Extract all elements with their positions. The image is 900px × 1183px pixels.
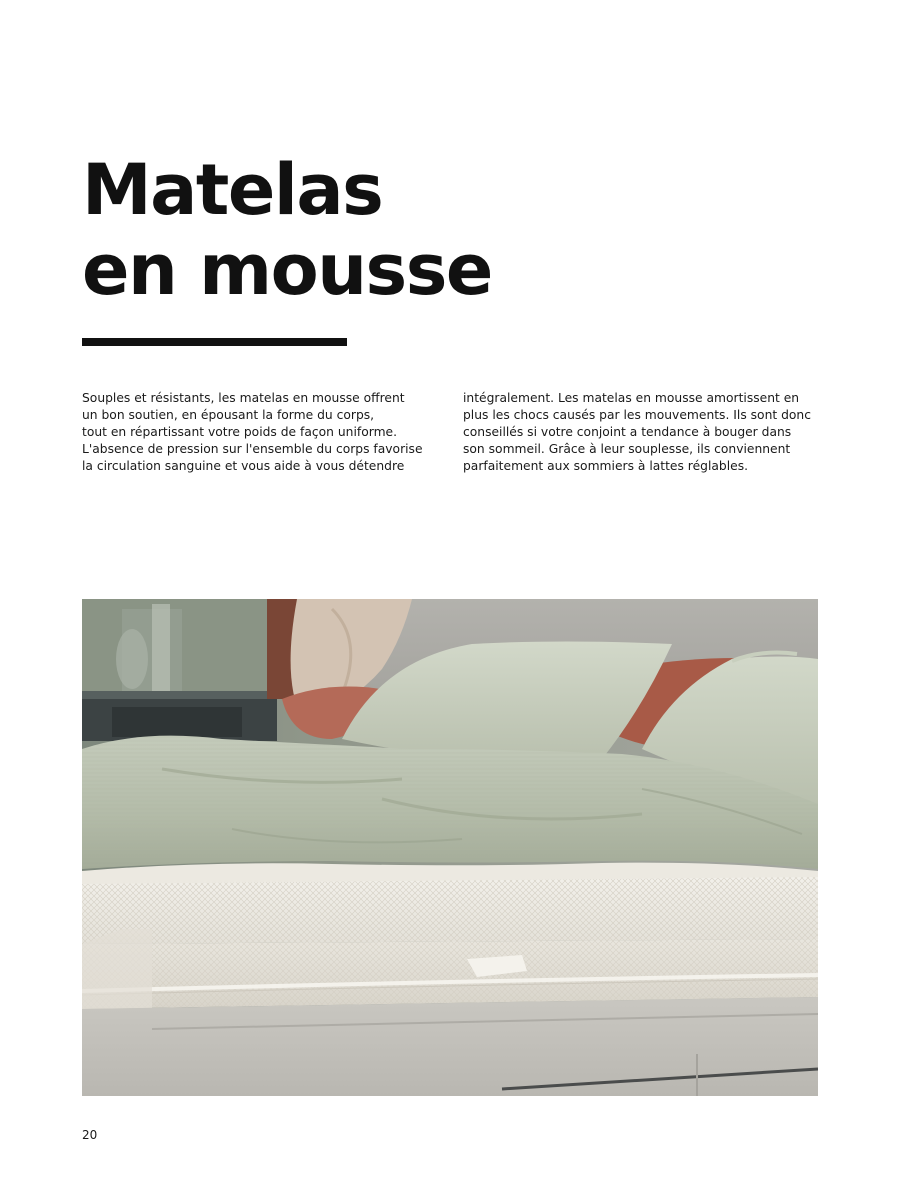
body-text-line: parfaitement aux sommiers à lattes réglables.: [463, 459, 749, 473]
page-title: [82, 150, 492, 310]
mattress-bed-photo: [82, 599, 818, 1096]
title-underline-divider: [82, 338, 347, 346]
body-text-line: conseillés si votre conjoint a tendance à bouger dans: [463, 425, 792, 439]
body-text-column-right: [463, 390, 811, 475]
page-title-line-2: en mousse: [82, 229, 492, 311]
page-title-line-1: Matelas: [82, 149, 383, 231]
body-text-line: intégralement. Les matelas en mousse amortissent en: [463, 391, 800, 405]
body-text-line: son sommeil. Grâce à leur souplesse, ils conviennent: [463, 442, 791, 456]
body-text-line: L'absence de pression sur l'ensemble du corps favorise: [82, 442, 423, 456]
page-number: 20: [82, 1128, 98, 1142]
body-text-line: la circulation sanguine et vous aide à vous détendre: [82, 459, 405, 473]
body-text-line: un bon soutien, en épousant la forme du corps,: [82, 408, 375, 422]
body-text-line: tout en répartissant votre poids de façon uniforme.: [82, 425, 398, 439]
body-text-line: Souples et résistants, les matelas en mousse offrent: [82, 391, 405, 405]
body-text-line: plus les chocs causés par les mouvements. Ils sont donc: [463, 408, 811, 422]
body-text-column-left: [82, 390, 423, 475]
